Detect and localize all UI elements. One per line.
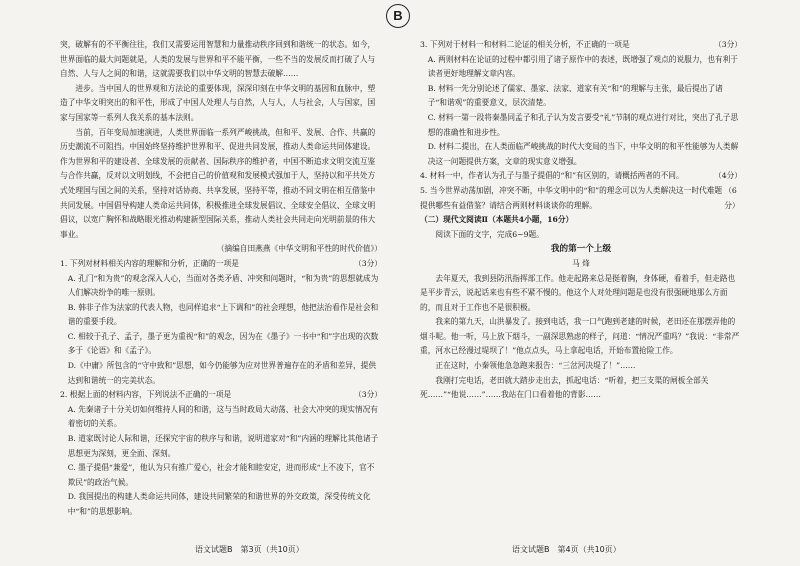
option-d: D. 我国提出的构建人类命运共同体，建设共同繁荣的和谐世界的外交政策，深受传统文化中“和”的思想影响。	[67, 492, 371, 516]
option-c: C. 相较于孔子、孟子，墨子更为重视“和”的观念，因为在《墨子》一书中“和”字出现的次数多于《论语》和《孟子》。	[67, 331, 379, 356]
question-1	[60, 257, 382, 272]
story-title: 我的第一个上级	[550, 244, 612, 255]
option-b: B. 材料一先分别论述了儒家、墨家、法家、道家有关“和”的理解与主张，最后提出了诸子“和谐观”的重要意义，层次清楚。	[427, 83, 723, 108]
option-c: C. 材料一第一段将秦墨同孟子和孔子认为发言要受“礼”节制的观点进行对比，突出了孔子思想的准确性和进步性。	[427, 112, 739, 137]
option-b: B. 韩非子作为法家的代表人物，也同样追求“上下调和”的社会理想，他把法治看作是社会和谐的重要手段。	[67, 302, 379, 327]
question-score: （3分）	[354, 390, 382, 400]
page-footer-right: 语文试题B 第4页（共10页）	[512, 545, 621, 554]
question-3	[420, 38, 742, 53]
story-author: 马 烽	[572, 258, 590, 268]
question-score: （6分）	[724, 185, 740, 210]
option-a: A. 孔门“和为贵”的观念深入人心，当面对各类矛盾、冲突和问题时，“和为贵”的思想就成为人们解决纷争的唯一原则。	[67, 273, 379, 298]
question-stem: 5. 当今世界动荡加剧，冲突不断，中华文明中的“和”的理念可以为人类解决这一时代难题提供哪些有益借鉴？请结合两则材料谈谈你的理解。	[420, 185, 723, 210]
question-stem: 2. 根据上面的材料内容，下列说法不正确的一项是	[60, 390, 232, 400]
option-d: D. 材料二提出，在人类面临严峻挑战的时代大变局的当下，中华文明的和平性能够为人类解决这一问题提供方案，文章的现实意义增强。	[427, 142, 739, 166]
instruction: 阅读下面的文字，完成6~9题。	[435, 229, 544, 239]
story-paragraph: 我刚打完电话，老田就大踏步走出去，抓起电话：“听着，把三支渠的闸板全部关死……”“他说……”……我站在门口看着他的背影……	[420, 375, 709, 400]
option-a: A. 两则材料在论证的过程中都引用了诸子原作中的表述，既增强了观点的说服力，也有利于读者更好地理解文章内容。	[427, 54, 738, 79]
story-paragraph: 正在这时，小秦领他急急跑来报告：“三岔河决堤了！”……	[435, 361, 636, 371]
question-stem: 3. 下列对于材料一和材料二论证的相关分析，不正确的一项是	[420, 40, 630, 49]
paragraph: 进步。当中国人的世界观和方法论的重要体现，深深印刻在中华文明的基因和血脉中，塑造了中华文明突出的和平性，形成了中国人处理人与自然，人与人，人与社会，人与国家，国家与国家等一系列人我关系的基本法则。	[60, 83, 376, 122]
paragraph: 突，破解有的不平衡往往，我们又需要运用智慧和力量推动秩序回到和谐统一的状态。如今，世界面临的最大问题就是，人类的发展与世界和平不能平衡，一些不当的发展反而打破了人与自然、人与人之间的和谐，这就需要我们以中华文明的智慧去破解……	[60, 40, 376, 79]
option-b: B. 道家既讨论人际和谐，还探究宇宙的秩序与和谐，说明道家对“和”内涵的理解比其他诸子思想更为深刻，更全面、深刻。	[67, 434, 379, 458]
question-2	[60, 388, 382, 403]
option-c: C. 墨子提倡“兼爱”，他认为只有推广爱心，社会才能和睦安定，进而形成“上不凌下，官不欺民”的政治气候。	[67, 463, 375, 487]
question-4	[420, 169, 742, 184]
page-footer-left: 语文试题B 第3页（共10页）	[195, 545, 304, 554]
paper-version-badge: B	[386, 4, 410, 28]
section-heading: （二）现代文阅读Ⅱ（本题共4小题，16分）	[420, 215, 574, 225]
question-5	[420, 184, 742, 213]
left-column	[60, 38, 382, 520]
paragraph: 当前，百年变局加速演进，人类世界面临一系列严峻挑战，但和平、发展、合作、共赢的历史潮流不可阻挡。中国始终坚持维护世界和平、促进共同发展，推动人类命运共同体建设。作为世界和平的建设者、全球发展的贡献者、国际秩序的维护者，中国不断追求文明交流互鉴与合作共赢，反对以文明划线，不会把自己的价值观和发展模式强加于人，坚持以和平共处方式处理国与国之间的关系，坚持对话协商、共享发展，坚持平等，推动不同文明在相互借鉴中共同发展。中国倡导构建人类命运共同体，积极推进全球发展倡议、全球安全倡议、全球文明倡议，以宽广胸怀和战略眼光推动构建新型国际关系，推动人类社会共同走向光明前景的伟大事业。	[60, 127, 376, 239]
question-score: （3分）	[714, 40, 742, 49]
question-score: （4分）	[714, 171, 742, 181]
option-a: A. 先秦诸子十分关切如何维持人间的和谐，这与当时政局大动荡、社会大冲突的现实情况有着密切的关系。	[67, 404, 378, 429]
source-note: （摘编自田燕燕《中华文明和平性的时代价值》）	[216, 244, 382, 254]
right-column	[420, 38, 742, 403]
option-d: D.《中庸》所包含的“守中致和”思想，如今仍能够为应对世界普遍存在的矛盾和差异，提供达到和谐统一的完美状态。	[67, 361, 377, 385]
story-paragraph: 我来的第九天，山洪暴发了。接到电话，我一口气跑到老建的时候，老田还在那摆弄他的烟斗呢。他一听，马上放下烟斗，一副深思熟虑的样子，问道：“情况严重吗？”我说：“非常严重，河水已经漫过堤坝了！”他点点头，马上拿起电话，开始布置抢险工作。	[420, 317, 740, 356]
story-paragraph: 去年夏天，我到县防汛指挥部工作。他走起路来总是挺着胸，身体硬，看着手，但走路也是平步青云，说起话来也有些不紧不慢的。他这个人对处理问题是也没有很强硬地那么方面的，而且对于工作也不是很积极。	[420, 273, 736, 312]
question-score: （3分）	[354, 258, 382, 268]
question-stem: 4. 材料一中，作者认为孔子与墨子提倡的“和”有区别的，请概括两者的不同。	[420, 171, 684, 181]
question-stem: 1. 下列对材料相关内容的理解和分析，正确的一项是	[60, 258, 239, 268]
